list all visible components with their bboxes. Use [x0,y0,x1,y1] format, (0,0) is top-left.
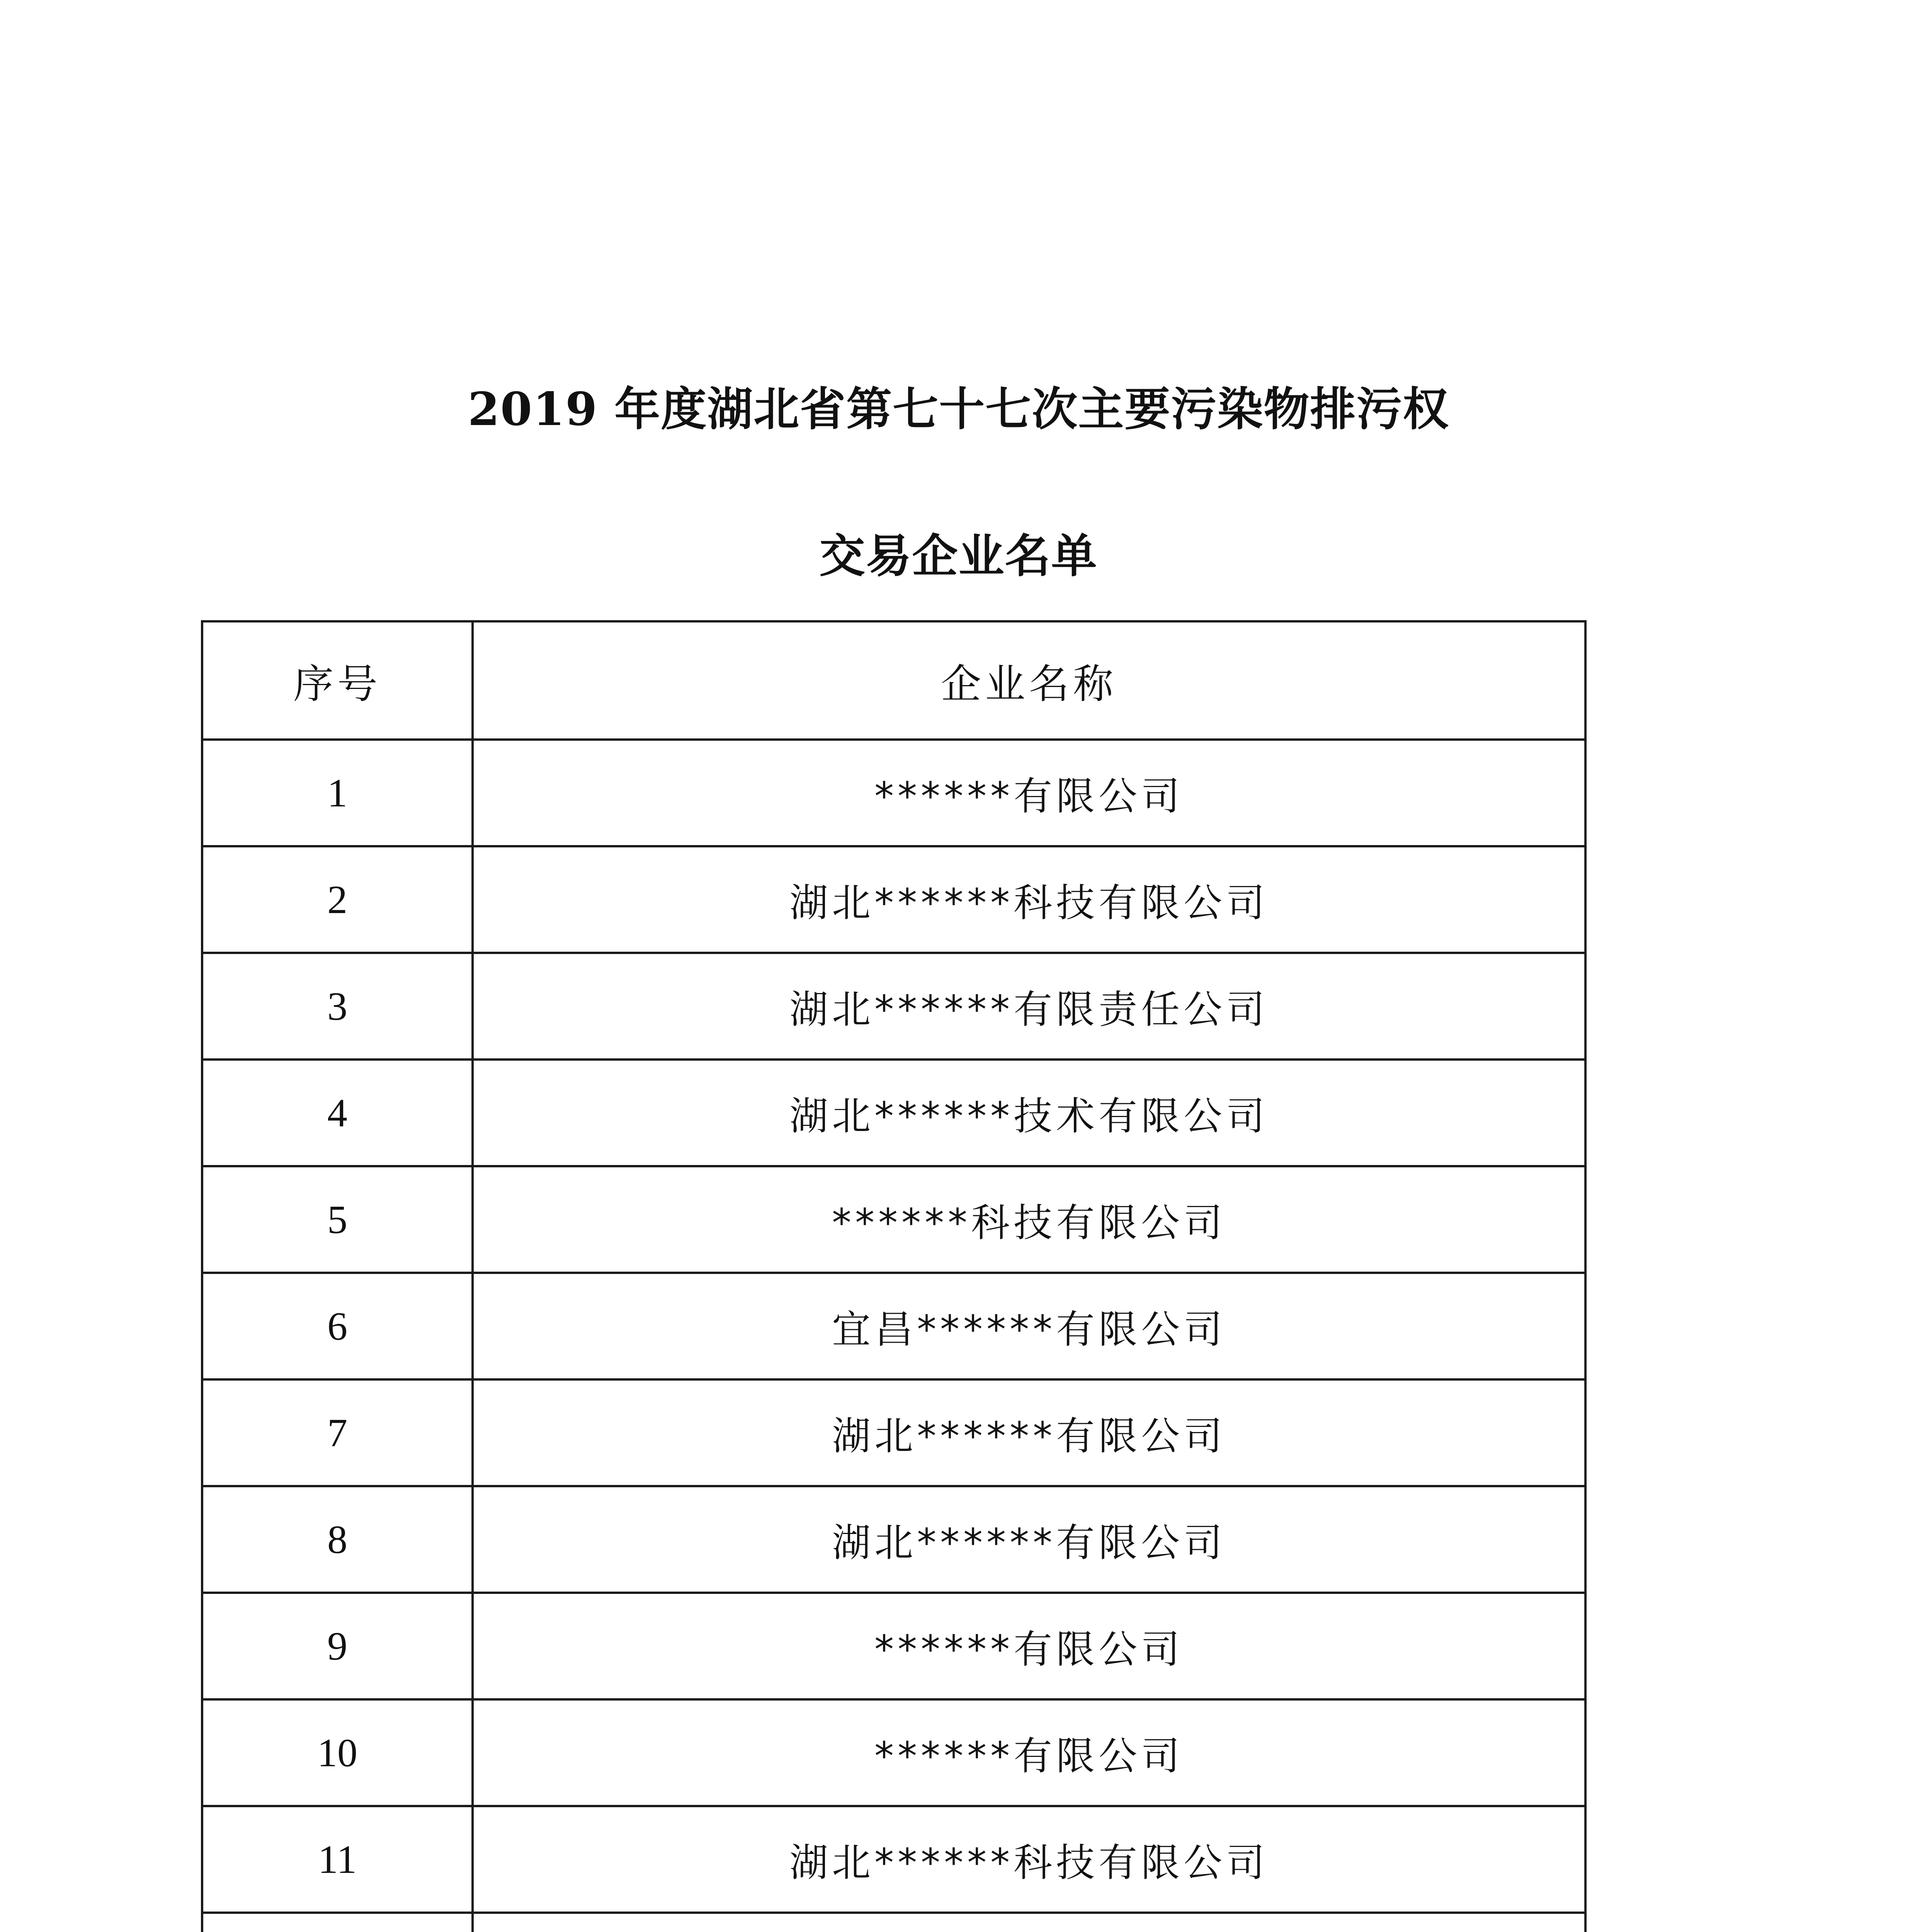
row-company-name: 湖北******科技有限公司 [473,1806,1585,1913]
row-company-name: 湖北******有限公司 [473,1379,1585,1486]
table-row [202,1699,1585,1806]
row-serial-number: 2 [202,846,473,953]
document-title-line-1: 2019 年度湖北省第七十七次主要污染物排污权 [468,382,1449,436]
row-company-name [473,1913,1585,1932]
row-serial-number: 7 [202,1379,473,1486]
row-company-name: ******有限公司 [473,1699,1585,1806]
table-row [202,953,1585,1060]
row-serial-number: 1 [202,740,473,846]
document-title-line-2: 交易企业名单 [819,529,1098,583]
row-serial-number: 9 [202,1593,473,1699]
row-serial-number: 4 [202,1060,473,1166]
table-row [202,1379,1585,1486]
row-company-name: ******有限公司 [473,740,1585,846]
row-serial-number: 6 [202,1273,473,1379]
table-row [202,1060,1585,1166]
row-serial-number: 10 [202,1699,473,1806]
table-row [202,1273,1585,1379]
row-serial-number: 8 [202,1486,473,1593]
header-company-name: 企业名称 [473,621,1585,740]
company-list-table [201,620,1587,1932]
company-list-table-container [201,620,1584,1932]
row-serial-number: 3 [202,953,473,1060]
row-company-name: 湖北******技术有限公司 [473,1060,1585,1166]
row-company-name: 湖北******有限责任公司 [473,953,1585,1060]
table-row [202,1913,1585,1932]
table-row [202,1486,1585,1593]
table-row [202,740,1585,846]
row-company-name: ******有限公司 [473,1593,1585,1699]
header-serial-number: 序号 [202,621,473,740]
table-header-row [202,621,1585,740]
row-serial-number: 11 [202,1806,473,1913]
row-serial-number [202,1913,473,1932]
table-row [202,1593,1585,1699]
table-row [202,1806,1585,1913]
row-company-name: 湖北******科技有限公司 [473,846,1585,953]
table-row [202,846,1585,953]
row-company-name: 湖北******有限公司 [473,1486,1585,1593]
row-company-name: ******科技有限公司 [473,1166,1585,1273]
row-serial-number: 5 [202,1166,473,1273]
row-company-name: 宜昌******有限公司 [473,1273,1585,1379]
table-row [202,1166,1585,1273]
